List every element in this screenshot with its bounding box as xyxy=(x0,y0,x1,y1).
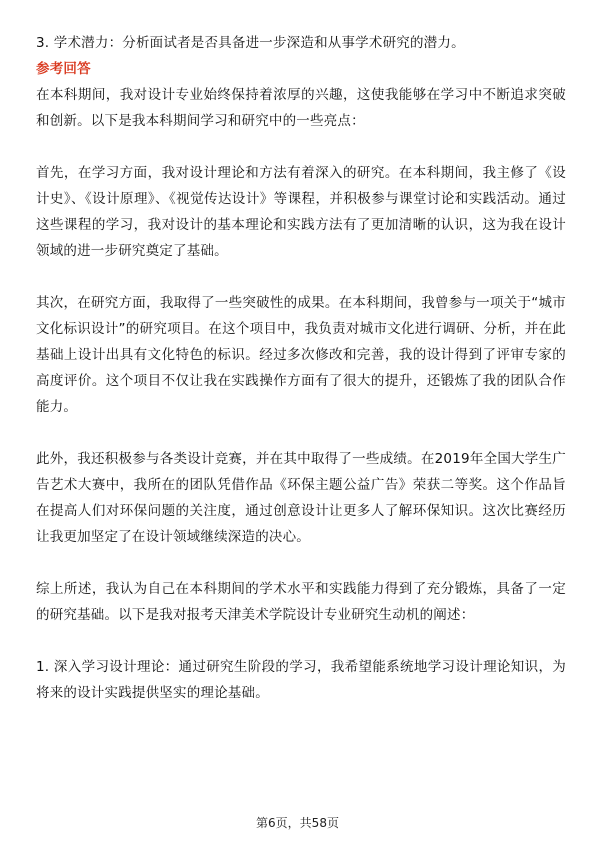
paragraph-intro: 在本科期间，我对设计专业始终保持着浓厚的兴趣，这使我能够在学习中不断追求突破和创新。以下是我本科期间学习和研究中的一些亮点： xyxy=(36,87,566,129)
intro-item: 3. 学术潜力：分析面试者是否具备进一步深造和从事学术研究的潜力。 xyxy=(36,35,465,51)
paragraph-competition: 此外，我还积极参与各类设计竞赛，并在其中取得了一些成绩。在2019年全国大学生广告艺术大赛中，我所在的团队凭借作品《环保主题公益广告》荣获二等奖。这个作品旨在提高人们对环保问题的关注度，通过创意设计让更多人了解环保知识。这次比赛经历让我更加坚定了在设计领域继续深造的决心。 xyxy=(36,451,566,545)
paragraph-motivation-1: 1. 深入学习设计理论：通过研究生阶段的学习，我希望能系统地学习设计理论知识，为将来的设计实践提供坚实的理论基础。 xyxy=(36,659,566,701)
answer-heading: 参考回答 xyxy=(36,61,91,77)
document-body xyxy=(36,30,566,706)
page-number: 第6页，共58页 xyxy=(256,816,339,830)
paragraph-study: 首先，在学习方面，我对设计理论和方法有着深入的研究。在本科期间，我主修了《设计史》、《设计原理》、《视觉传达设计》等课程，并积极参与课堂讨论和实践活动。通过这些课程的学习，我对设计的基本理论和实践方法有了更加清晰的认识，这为我在设计领域的进一步研究奠定了基础。 xyxy=(36,165,566,259)
paragraph-summary: 综上所述，我认为自己在本科期间的学术水平和实践能力得到了充分锻炼，具备了一定的研究基础。以下是我对报考天津美术学院设计专业研究生动机的阐述： xyxy=(36,581,566,623)
paragraph-research: 其次，在研究方面，我取得了一些突破性的成果。在本科期间，我曾参与一项关于“城市文化标识设计”的研究项目。在这个项目中，我负责对城市文化进行调研、分析，并在此基础上设计出具有文化特色的标识。经过多次修改和完善，我的设计得到了评审专家的高度评价。这个项目不仅让我在实践操作方面有了很大的提升，还锻炼了我的团队合作能力。 xyxy=(36,295,566,415)
